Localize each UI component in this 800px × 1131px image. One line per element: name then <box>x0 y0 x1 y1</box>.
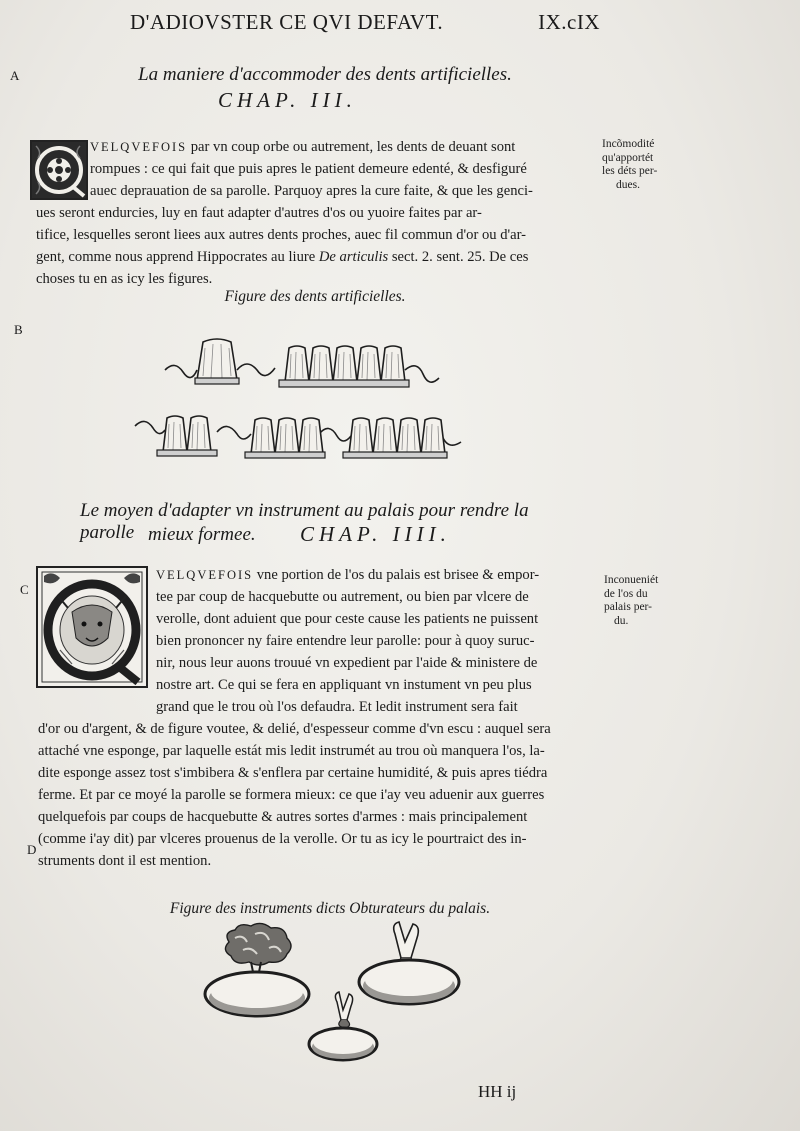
running-head-title: D'ADIOVSTER CE QVI DEFAVT. <box>130 10 444 34</box>
figure1-caption: Figure des dents artificielles. <box>224 288 406 305</box>
tooth-pair-bottom <box>157 416 217 456</box>
chapter4-line: attaché vne esponge, par laquelle estát mis ledit instrumét au trou où manquera l'os, la- <box>38 743 545 759</box>
chapter4-line: grand que le trou où l'os defaudra. Et ledit instrument sera fait <box>156 699 518 715</box>
chapter3-line: ues seront endurcies, luy en faut adapter d'autres d'os ou yuoire faites par ar- <box>36 205 482 221</box>
chapter3-line: tifice, lesquelles seront liees aux autres dents proches, auec fil commun d'or ou d'ar- <box>36 227 527 243</box>
side-note-chapter4: Inconueniét de l'os du palais per- du. <box>604 574 659 627</box>
chapter4-line: struments dont il est mention. <box>38 853 212 869</box>
chapter4-line: nostre art. Ce qui se fera en appliquant vn instument vn peu plus <box>156 677 532 693</box>
signature-mark: HH ij <box>478 1082 517 1101</box>
tooth-row-top <box>279 346 409 387</box>
chapter3-title: La maniere d'accommoder des dents artificielles. <box>138 64 512 85</box>
chapter4-lead-word: VELQVEFOIS <box>156 568 254 582</box>
figure2-caption: Figure des instruments dicts Obturateurs du palais. <box>169 900 491 917</box>
chapter4-number: CHAP. IIII. <box>300 522 451 546</box>
chapter3-line: rompues : ce qui fait que puis apres le patient demeure edenté, & desfiguré <box>90 161 527 177</box>
artificial-teeth-figure <box>125 330 480 470</box>
tooth-single-top <box>195 339 239 384</box>
margin-letter-d: D <box>27 842 37 857</box>
chapter3-number: CHAP. III. <box>218 88 357 112</box>
chapter4-line: (comme i'ay dit) par vlceres prouenus de la verolle. Or tu as icy le pourtraict des in- <box>38 831 527 847</box>
obturator-with-sponge <box>205 923 309 1016</box>
chapter3-line: choses tu en as icy les figures. <box>36 271 213 287</box>
chapter4-title: Le moyen d'adapter vn instrument au palais pour rendre la parolle <box>80 500 529 543</box>
chapter4-paragraph-line1: VELQVEFOIS vne portion de l'os du palais est brisee & empor- <box>156 567 540 583</box>
chapter3-lead-word: VELQVEFOIS <box>90 140 188 154</box>
chapter4-line: dite esponge assez tost s'imbibera & s'enflera par certaine humidité, & puis apres tiédra <box>38 765 548 781</box>
obturators-figure <box>195 920 465 1070</box>
chapter4-line: quelquefois par coups de hacquebutte & autres sortes d'armes : mais principalement <box>38 809 528 825</box>
obturator-stem-right <box>359 922 459 1004</box>
margin-letter-c: C <box>20 582 29 597</box>
chapter3-line: auec deprauation de sa parolle. Parquoy apres la cure faite, & que les genci- <box>90 183 533 199</box>
drop-cap-letter <box>32 142 33 143</box>
chapter4-line: d'or ou d'argent, & de figure voutee, & delié, d'espesseur comme d'vn escu : auquel sera <box>38 721 551 737</box>
tooth-triple-bottom <box>245 418 325 458</box>
drop-cap-ornament <box>30 140 88 200</box>
obturator-small-center <box>309 992 377 1060</box>
folio-number: IX.cIX <box>538 10 600 34</box>
chapter3-line-with-reference: gent, comme nous apprend Hippocrates au liure De articulis sect. 2. sent. 25. De ces <box>36 249 529 265</box>
flower-ornament-icon <box>32 142 86 198</box>
chapter4-line: bien prononcer ny faire entendre leur parolle: pour à quoy suruc- <box>156 633 535 649</box>
chapter4-line: nir, nous leur auons trouué vn expedient par l'aide & ministere de <box>156 655 538 671</box>
margin-letter-b: B <box>14 322 23 337</box>
margin-letter-a: A <box>10 68 20 83</box>
drop-cap-letter <box>38 568 39 569</box>
side-note-chapter3: Incõmodité qu'apportét les déts per- dues. <box>602 138 658 191</box>
chapter4-title-cont: mieux formee. <box>148 524 256 545</box>
chapter4-line: verolle, dont aduient que pour ceste cause les patients ne puissent <box>156 611 539 627</box>
tooth-quad-bottom <box>343 418 447 458</box>
book-reference: De articulis <box>318 249 389 265</box>
drop-cap-q-icon <box>38 568 146 686</box>
chapter4-line: ferme. Et par ce moyé la parolle se formera mieux: ce que i'ay veu aduenir aux guerres <box>38 787 545 803</box>
chapter4-line: tee par coup de hacquebutte ou autrement, ou bien par vlcere de <box>156 589 529 605</box>
drop-cap-illustrated <box>36 566 148 688</box>
chapter3-paragraph-line1: VELQVEFOIS par vn coup orbe ou autrement, les dents de deuant sont <box>90 139 516 155</box>
